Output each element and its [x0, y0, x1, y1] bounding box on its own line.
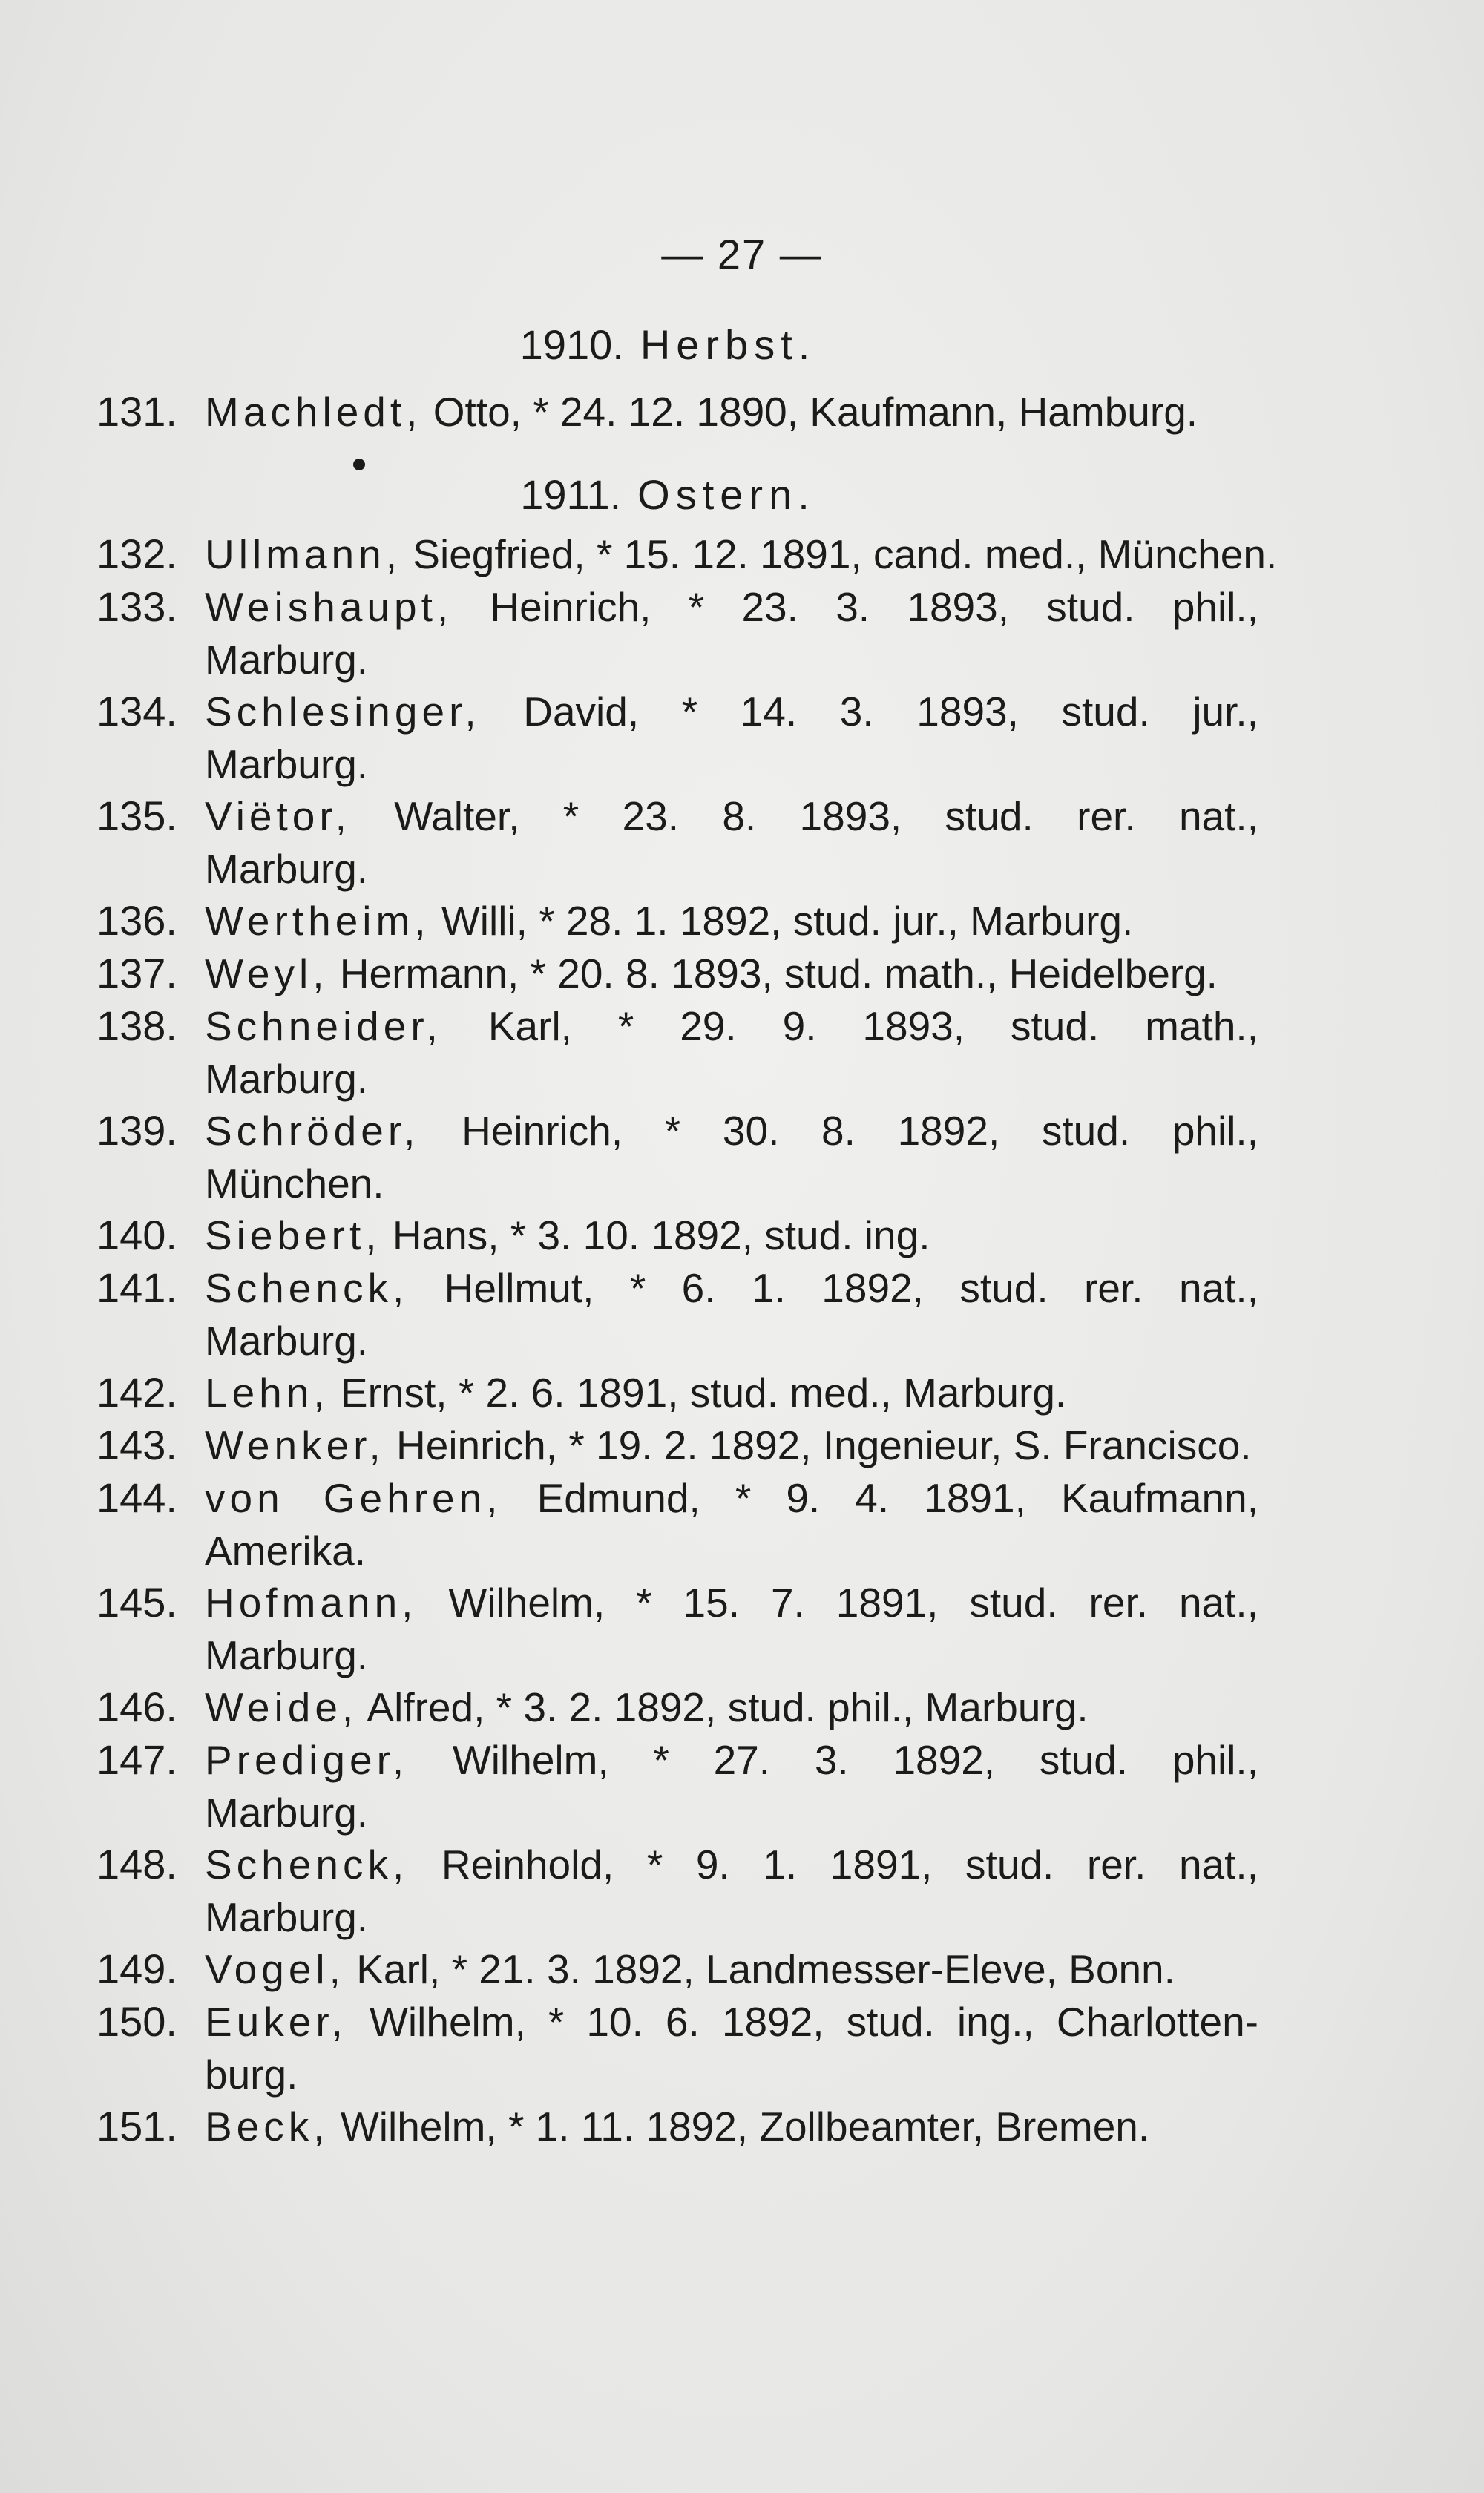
entry-surname: Weyl,: [205, 950, 329, 996]
entry-line: [205, 1472, 1258, 1524]
entry-line: [205, 1577, 1258, 1629]
entry-surname: Siebert,: [205, 1212, 381, 1258]
entry-number: 146.: [96, 1684, 177, 1730]
entry-surname: Schenck,: [205, 1265, 409, 1311]
entry-surname: Lehn,: [205, 1370, 329, 1416]
entry-line: [205, 1681, 1258, 1733]
entry-details: Wilhelm, * 10. 6. 1892, stud. ing., Charlotten-: [347, 1999, 1258, 2045]
entry-surname: Schneider,: [205, 1003, 442, 1049]
entry-surname: Schröder,: [205, 1108, 420, 1154]
entry-details: Wilhelm, * 15. 7. 1891, stud. rer. nat.,: [417, 1580, 1258, 1626]
entry-surname: Viëtor,: [205, 793, 351, 839]
entry-surname: Machledt,: [205, 389, 422, 435]
entry-line: [205, 1839, 1258, 1891]
entry-number: 147.: [96, 1736, 177, 1783]
entry-line: [205, 1943, 1258, 1995]
entry-number: 143.: [96, 1422, 177, 1468]
entry-number: 135.: [96, 792, 177, 839]
entry-surname: Vogel,: [205, 1946, 345, 1992]
entry-continuation: München.: [205, 1160, 384, 1206]
entry-continuation: Marburg.: [205, 1632, 369, 1678]
entry-number: 138.: [96, 1002, 177, 1049]
entry-number: 142.: [96, 1369, 177, 1416]
entry-surname: Weide,: [205, 1684, 358, 1730]
entry-surname: Ullmann,: [205, 531, 402, 577]
entry-line: [205, 1262, 1258, 1314]
entry-details: Otto, * 24. 12. 1890, Kaufmann, Hamburg.: [421, 389, 1198, 435]
entry-number: 133.: [96, 583, 177, 630]
entry-number: 150.: [96, 1998, 177, 2045]
entry-details: Heinrich, * 23. 3. 1893, stud. phil.,: [453, 584, 1258, 630]
entry-number: 137.: [96, 950, 177, 996]
entry-line: [205, 895, 1258, 947]
entry-continuation: burg.: [205, 2052, 298, 2098]
entry-surname: Wenker,: [205, 1422, 385, 1468]
entry-details: Wilhelm, * 27. 3. 1892, stud. phil.,: [408, 1737, 1258, 1783]
entry-line: [205, 1734, 1258, 1786]
entry-surname: Beck,: [205, 2103, 329, 2149]
entry-details: Walter, * 23. 8. 1893, stud. rer. nat.,: [350, 793, 1258, 839]
section-heading-1911-ostern: [0, 470, 1336, 519]
entry-continuation: Marburg.: [205, 1790, 369, 1836]
entry-continuation: Marburg.: [205, 1056, 369, 1102]
entry-line: [205, 947, 1258, 999]
entry-line: [205, 1996, 1258, 2048]
entry-line: [205, 581, 1258, 633]
entry-number: 144.: [96, 1474, 177, 1521]
entry-details: Karl, * 21. 3. 1892, Landmesser-Eleve, Bonn.: [344, 1946, 1175, 1992]
entry-details: Hans, * 3. 10. 1892, stud. ing.: [381, 1212, 930, 1258]
entry-line: [205, 386, 1258, 438]
entry-number: 134.: [96, 688, 177, 735]
entry-surname: Schenck,: [205, 1842, 409, 1888]
entry-line: [205, 1419, 1258, 1471]
entry-continuation: Marburg.: [205, 1318, 369, 1364]
entry-number: 145.: [96, 1579, 177, 1626]
entry-details: Wilhelm, * 1. 11. 1892, Zollbeamter, Bremen.: [329, 2103, 1150, 2149]
entry-number: 140.: [96, 1212, 177, 1258]
entry-surname: von Gehren,: [205, 1475, 502, 1521]
entry-surname: Prediger,: [205, 1737, 409, 1783]
entry-surname: Euker,: [205, 1999, 347, 2045]
entry-continuation: Marburg.: [205, 1894, 369, 1940]
entry-surname: Wertheim,: [205, 898, 430, 944]
entry-continuation: Marburg.: [205, 637, 369, 683]
entry-number: 151.: [96, 2103, 177, 2149]
entry-line: [205, 2101, 1258, 2152]
entry-details: Ernst, * 2. 6. 1891, stud. med., Marburg.: [329, 1370, 1067, 1416]
entry-number: 141.: [96, 1264, 177, 1311]
entry-details: Willi, * 28. 1. 1892, stud. jur., Marburg.: [430, 898, 1134, 944]
section-year: 1911.: [520, 471, 622, 518]
entry-number: 132.: [96, 531, 177, 577]
entry-line: [205, 1367, 1258, 1419]
section-year: 1910.: [519, 321, 624, 368]
section-season: Herbst.: [640, 321, 816, 368]
entry-number: 149.: [96, 1945, 177, 1992]
ink-dot-mark: [353, 459, 365, 470]
entry-line: [205, 1105, 1258, 1157]
entry-surname: Hofmann,: [205, 1580, 418, 1626]
section-season: Ostern.: [637, 471, 815, 518]
entry-details: Hellmut, * 6. 1. 1892, stud. rer. nat.,: [408, 1265, 1258, 1311]
entry-details: David, * 14. 3. 1893, stud. jur.,: [480, 689, 1258, 735]
entry-surname: Schlesinger,: [205, 689, 481, 735]
entry-line: [205, 790, 1258, 842]
entry-number: 148.: [96, 1841, 177, 1888]
entry-surname: Weishaupt,: [205, 584, 453, 630]
entry-details: Karl, * 29. 9. 1893, stud. math.,: [441, 1003, 1258, 1049]
entry-number: 136.: [96, 897, 177, 944]
entry-details: Edmund, * 9. 4. 1891, Kaufmann,: [502, 1475, 1258, 1521]
entry-line: [205, 1209, 1258, 1261]
section-heading-1910-herbst: [0, 321, 1336, 369]
entry-details: Alfred, * 3. 2. 1892, stud. phil., Marburg.: [358, 1684, 1089, 1730]
entry-line: [205, 1000, 1258, 1052]
entry-details: Siegfried, * 15. 12. 1891, cand. med., München.: [401, 531, 1278, 577]
entry-number: 139.: [96, 1107, 177, 1154]
entry-continuation: Marburg.: [205, 741, 369, 787]
entry-line: [205, 528, 1278, 580]
entry-continuation: Marburg.: [205, 846, 369, 892]
entry-details: Hermann, * 20. 8. 1893, stud. math., Heidelberg.: [328, 950, 1218, 996]
entry-details: Heinrich, * 19. 2. 1892, Ingenieur, S. Francisco.: [384, 1422, 1252, 1468]
entry-details: Heinrich, * 30. 8. 1892, stud. phil.,: [419, 1108, 1258, 1154]
entry-details: Reinhold, * 9. 1. 1891, stud. rer. nat.,: [408, 1842, 1258, 1888]
entry-continuation: Amerika.: [205, 1528, 366, 1574]
page-number: — 27 —: [661, 231, 823, 277]
entry-number: 131.: [96, 388, 177, 435]
entry-line: [205, 686, 1258, 738]
